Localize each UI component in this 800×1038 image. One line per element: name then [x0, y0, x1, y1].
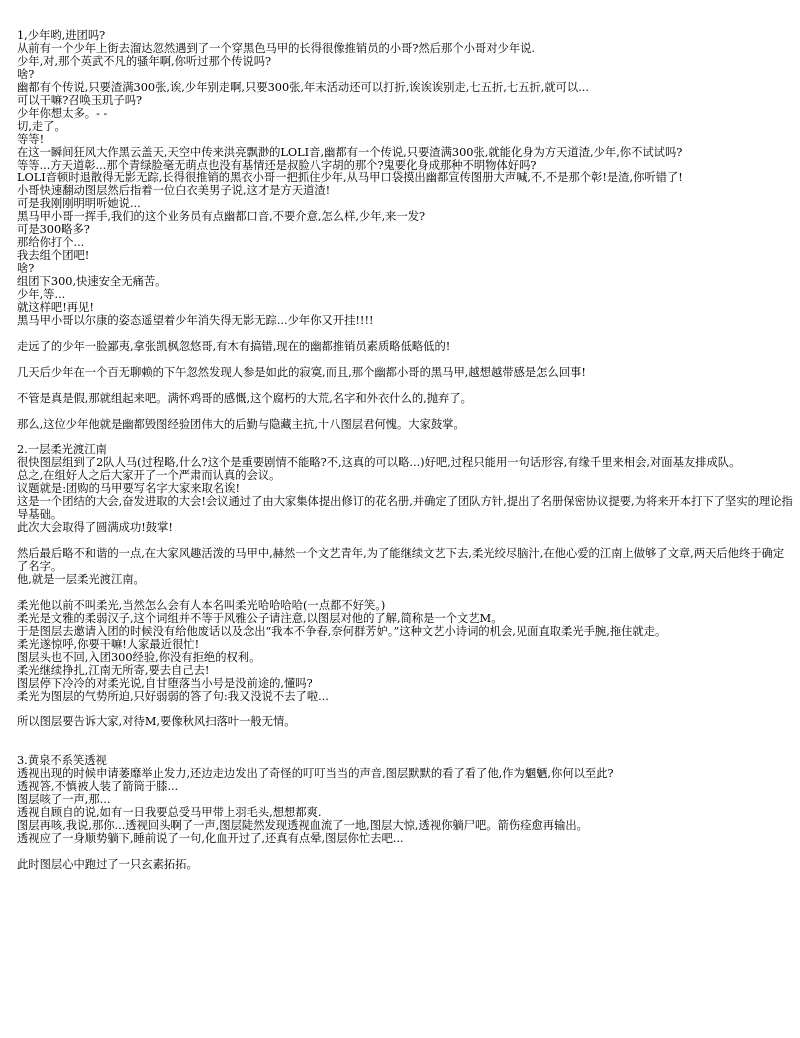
text-line: 然后最后略不和谐的一点,在大家风趣活泼的马甲中,赫然一个文艺青年,为了能继续文艺下去,柔光绞尽脑汁,在他心爱的江南上做够了文章,两天后他终于确定了名字。: [17, 547, 785, 573]
text-line: 在这一瞬间狂风大作黑云盖天,天空中传来洪亮飘渺的LOLI音,幽都有一个传说,只要渣满300张,就能化身为方天道渣,少年,你不试试吗?: [17, 145, 683, 159]
text-line: LOLI音顿时退散得无影无踪,长得很推销的黑衣小哥一把抓住少年,从马甲口袋摸出幽都宣传图册大声喊,不,不是那个彰!是渣,你听错了!: [17, 171, 683, 185]
section-heading: 3.黄泉不系笑透视: [17, 754, 107, 768]
text-line: 总之,在组好人之后大家开了一个严肃而认真的会议。: [17, 469, 281, 483]
text-line: 图层再咳,我说,那你...透视回头啊了一声,图层陡然发现透视血流了一地,图层大惊,透视你躺尸吧。箭伤痊愈再输出。: [17, 819, 588, 832]
text-line: 少年,等...: [17, 288, 66, 302]
paragraph: 那么,这位少年他就是幽都毁图经验团伟大的后勤与隐藏主抗,十八图层君何愧。大家鼓掌。: [17, 417, 465, 431]
paragraph: 几天后少年在一个百无聊赖的下午忽然发现人参是如此的寂寞,而且,那个幽都小哥的黑马甲,越想越带感是怎么回事!: [17, 365, 586, 379]
text-line: 幽都有个传说,只要渣满300张,诶,少年别走啊,只要300张,年末活动还可以打折,诶诶诶别走,七五折,七五折,就可以...: [17, 80, 589, 94]
section-3: [17, 755, 800, 872]
text-line: 可是300略多?: [17, 223, 90, 237]
text-line: 可是我刚刚明明听她说...: [17, 197, 141, 211]
section-2: [17, 444, 800, 729]
text-line: 少年你想太多。- -: [17, 106, 108, 120]
text-line: 于是图层去邀请入团的时候没有给他废话以及念出“我本不争春,奈何群芳妒。”这种文艺小诗词的机会,见面直取柔光手腕,拖住就走。: [17, 624, 667, 638]
text-line: 透视出现的时候申请萎靡举止发力,还边走边发出了奇怪的叮叮当当的声音,图层默默的看了看了他,作为魍魉,你何以至此?: [17, 767, 614, 781]
text-line: 少年,对,那个英武不凡的骚年啊,你听过那个传说吗?: [17, 54, 272, 68]
text-line: 柔光他以前不叫柔光,当然怎么会有人本名叫柔光哈哈哈哈(一点都不好笑。): [17, 598, 386, 612]
text-line: 小哥快速翻动图层然后指着一位白衣美男子说,这才是方天道渣!: [17, 184, 331, 198]
paragraph: 所以图层要告诉大家,对待M,要像秋风扫落叶一般无情。: [17, 715, 296, 729]
text-line: 啥?: [17, 67, 35, 81]
text-line: 组团下300,快速安全无痛苦。: [17, 275, 167, 289]
text-line: 就这样吧!再见!: [17, 301, 94, 315]
text-line: 他,就是一层柔光渡江南。: [17, 572, 145, 586]
text-line: 我去组个团吧!: [17, 249, 90, 263]
text-line: 柔光继续挣扎,江南无所寄,要去自己去!: [17, 663, 210, 677]
text-line: 图层咳了一声,那...: [17, 793, 111, 807]
text-line: 黑马甲小哥以尔康的姿态遥望着少年消失得无影无踪...少年你又开挂!!!!: [17, 313, 374, 327]
text-line: 啥?: [17, 262, 35, 276]
text-line: 很快图层组到了2队人马(过程略,什么?这个是重要剧情不能略?不,这真的可以略...)好吧,过程只能用一句话形容,有缘千里来相会,对面基友排成队。: [17, 456, 741, 470]
text-line: 柔光为图层的气势所迫,只好弱弱的答了句:我又没说不去了啦...: [17, 689, 329, 703]
text-line: 黑马甲小哥一挥手,我们的这个业务员有点幽都口音,不要介意,怎么样,少年,来一发?: [17, 210, 426, 224]
section-heading: 2.一层柔光渡江南: [17, 443, 107, 457]
text-line: 图层停下冷冷的对柔光说,自甘堕落当小号是没前途的,懂吗?: [17, 676, 313, 690]
section-heading: 1,少年哟,进团吗?: [17, 29, 106, 42]
text-line: 这是一个团结的大会,奋发进取的大会!会议通过了由大家集体提出修订的花名册,并确定了团队方针,提出了名册保密协议提要,为将来开本打下了坚实的理论指导基础。: [17, 495, 793, 522]
text-line: 透视答,不慎被人装了箭筒于膝...: [17, 780, 179, 794]
text-line: 透视应了一身顺势躺下,睡前说了一句,化血开过了,还真有点晕,图层你忙去吧...: [17, 831, 404, 845]
text-line: 此次大会取得了圆满成功!鼓掌!: [17, 521, 173, 535]
text-line: 柔光遂惊呼,你要干嘛!人家最近很忙!: [17, 637, 200, 651]
text-line: 等等!: [17, 132, 45, 146]
text-line: 那给你打个...: [17, 236, 85, 250]
text-line: 议题就是:团购的马甲要写名字大家来取名诶!: [17, 482, 240, 496]
text-line: 可以干嘛?召唤玉玑子吗?: [17, 93, 143, 107]
paragraph: 走远了的少年一脸鄙夷,拿张凯枫忽悠哥,有木有搞错,现在的幽都推销员素质略低略低的!: [17, 339, 451, 353]
text-line: 从前有一个少年上街去溜达忽然遇到了一个穿黑色马甲的长得很像推销员的小哥?然后那个小哥对少年说.: [17, 41, 536, 55]
text-line: 等等...方天道彰...那个青绿脸毫无萌点也没有基情还是叔脸八字胡的那个?鬼要化身成那种不明物体好吗?: [17, 158, 537, 172]
text-line: 透视自顾自的说,如有一日我要总受马甲带上羽毛头,想想都爽.: [17, 806, 322, 820]
text-line: 切,走了。: [17, 119, 66, 133]
paragraph: 不管是真是假,那就组起来吧。满怀鸡哥的感慨,这个腐朽的大荒,名字和外衣什么的,抛弃了。: [17, 391, 472, 405]
paragraph: 此时图层心中跑过了一只玄素拓拓。: [17, 857, 198, 871]
text-line: 柔光是文雅的柔弱汉子,这个词组并不等于风雅公子请注意,以图层对他的了解,简称是一个文艺M。: [17, 611, 503, 625]
section-1: [17, 30, 800, 431]
text-line: 图层头也不回,入团300经验,你没有拒绝的权利。: [17, 650, 261, 664]
